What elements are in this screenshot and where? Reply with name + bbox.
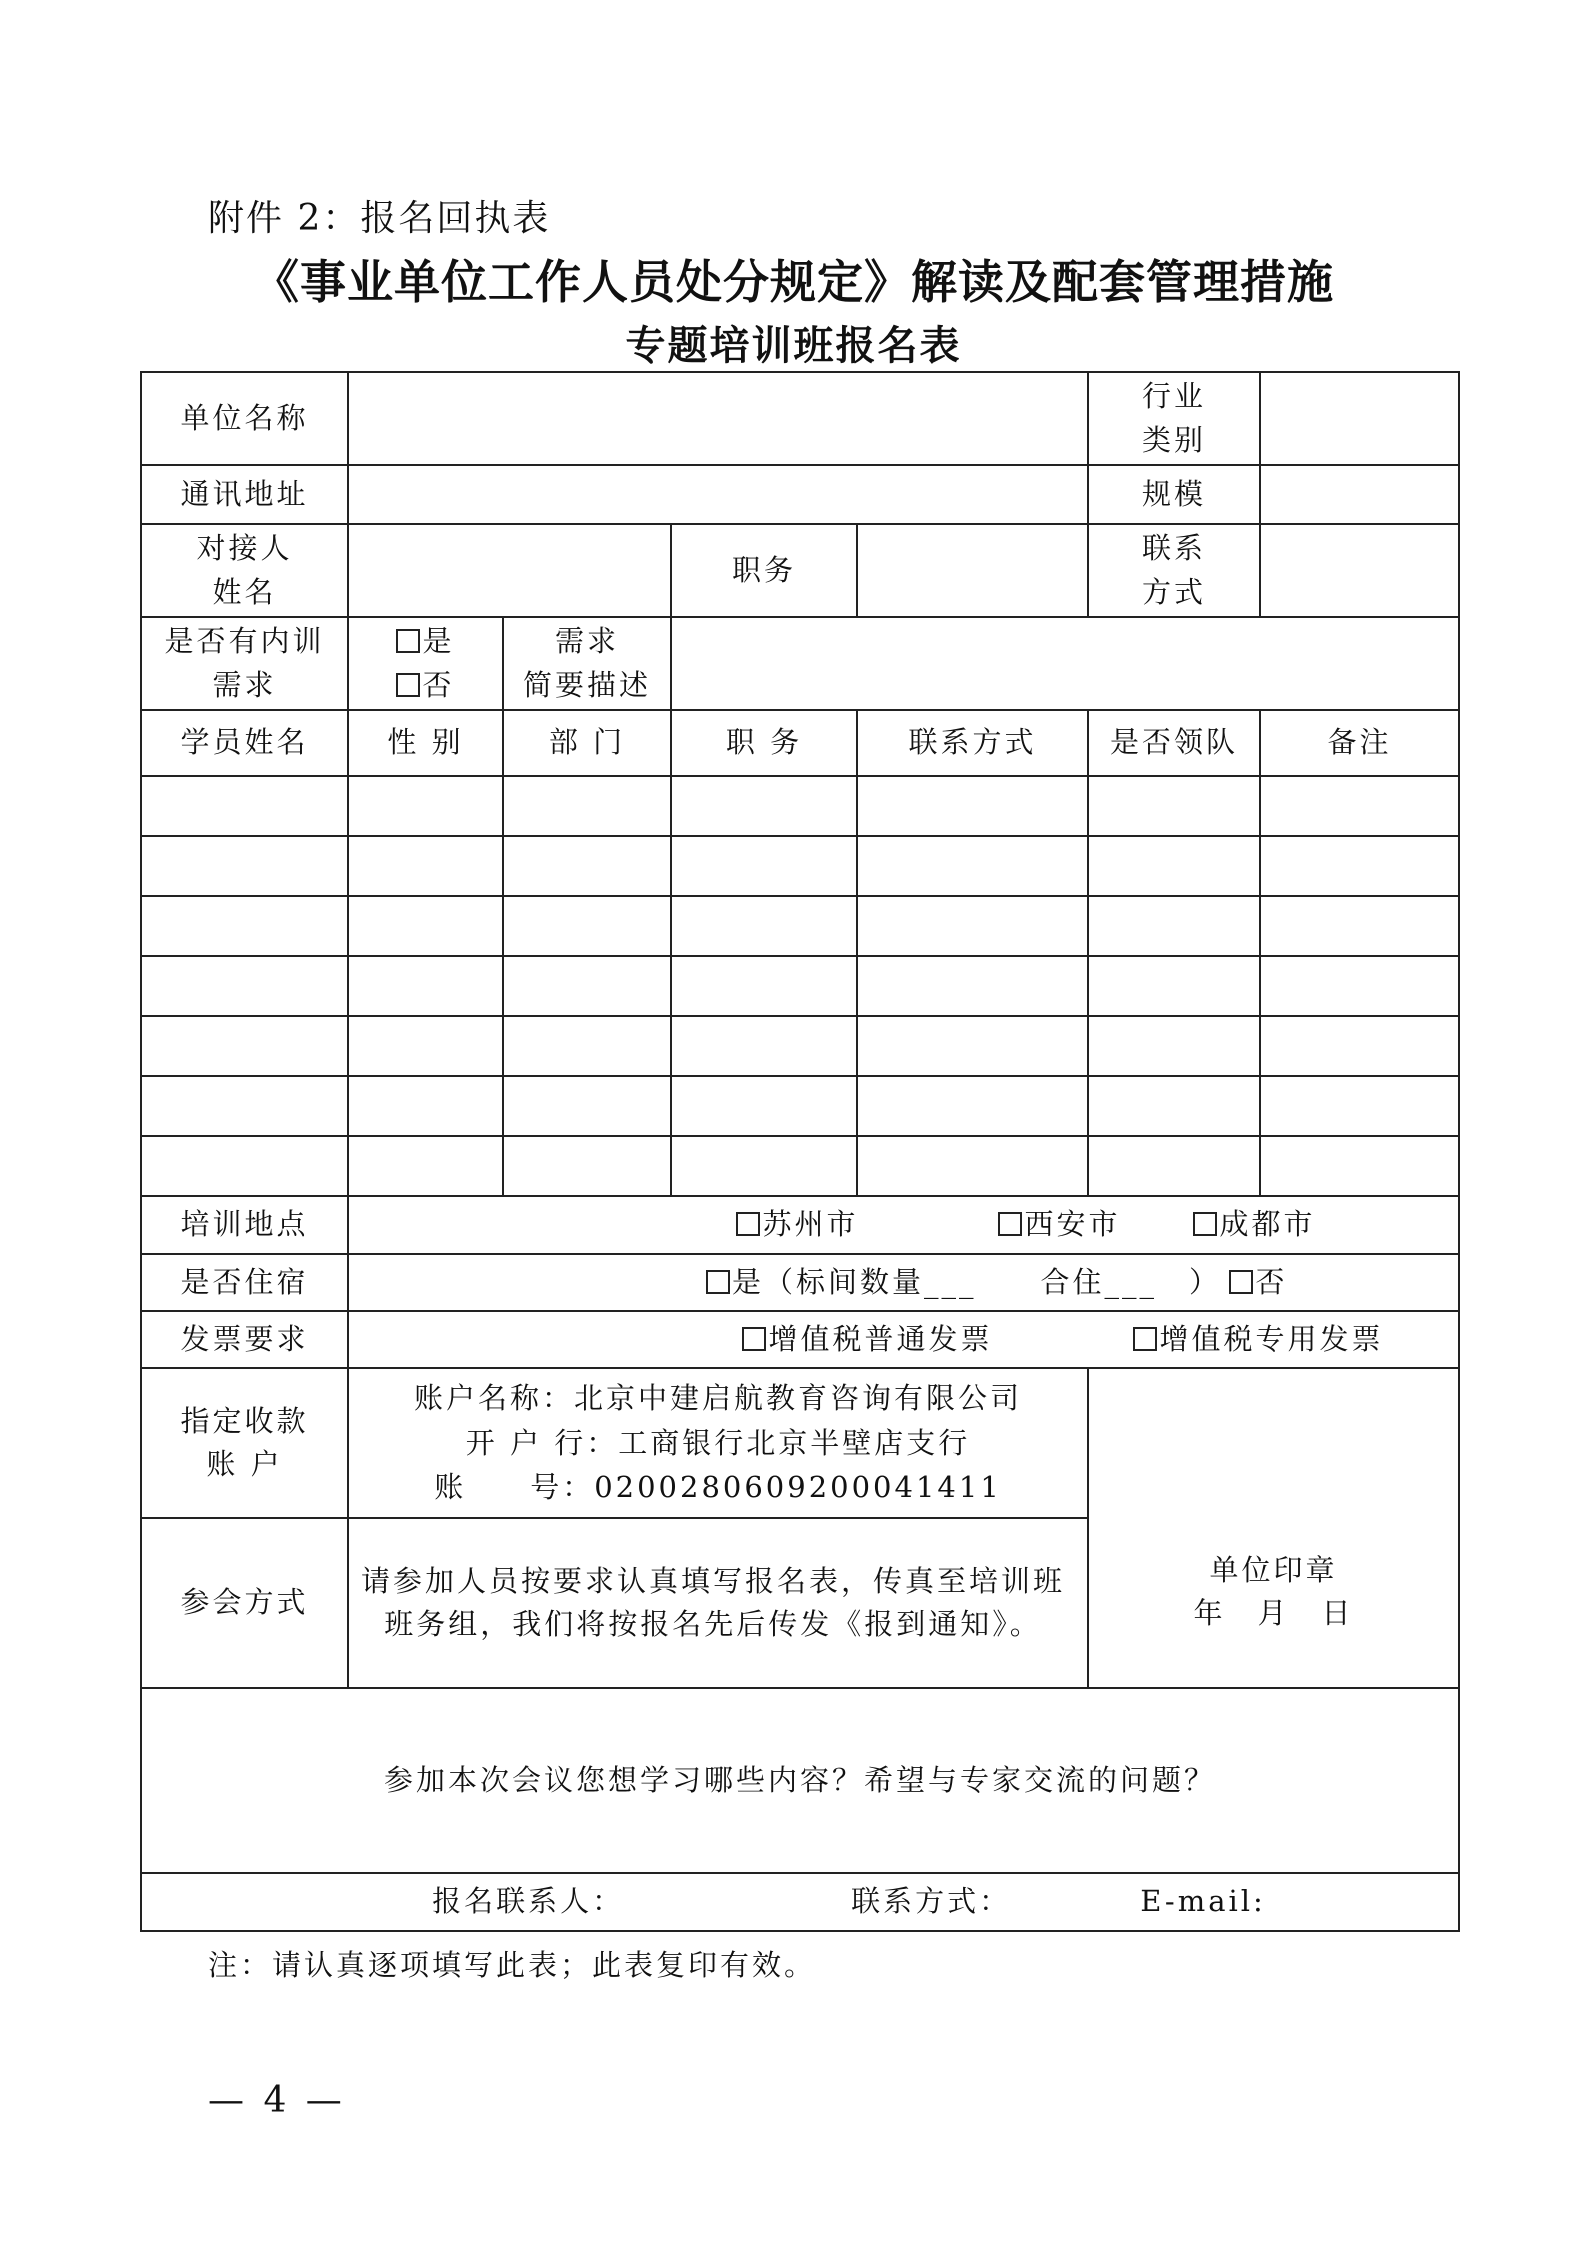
- student-cell[interactable]: [671, 956, 857, 1016]
- student-header: 学员姓名: [141, 710, 348, 776]
- checkbox-icon: [396, 629, 420, 653]
- student-cell[interactable]: [141, 1076, 348, 1136]
- position-input[interactable]: [857, 524, 1088, 617]
- student-cell[interactable]: [1260, 956, 1459, 1016]
- student-cell[interactable]: [141, 836, 348, 896]
- student-cell[interactable]: [348, 956, 503, 1016]
- student-cell[interactable]: [1088, 776, 1260, 836]
- email-label: E-mail:: [1140, 1884, 1266, 1919]
- attachment-label: 附件 2：报名回执表: [208, 198, 551, 239]
- student-cell[interactable]: [671, 1016, 857, 1076]
- student-cell[interactable]: [348, 1136, 503, 1196]
- student-cell[interactable]: [141, 1016, 348, 1076]
- register-contact-label: 报名联系人：: [432, 1884, 625, 1919]
- checkbox-icon: [742, 1327, 766, 1351]
- student-cell[interactable]: [857, 776, 1088, 836]
- location-option-suzhou[interactable]: 苏州市: [669, 1203, 925, 1247]
- student-row: [141, 1076, 1459, 1136]
- seal-area: [1088, 1368, 1459, 1688]
- student-cell[interactable]: [141, 956, 348, 1016]
- no-checkbox[interactable]: 否: [396, 664, 454, 708]
- student-cell[interactable]: [141, 776, 348, 836]
- payee-info: [348, 1368, 1088, 1518]
- location-option-xian[interactable]: 西安市: [925, 1203, 1193, 1247]
- student-cell[interactable]: [671, 836, 857, 896]
- student-row: [141, 776, 1459, 836]
- industry-label: 行业 类别: [1088, 372, 1260, 465]
- student-header: 职 务: [671, 710, 857, 776]
- student-cell[interactable]: [857, 956, 1088, 1016]
- footer-contact-row: [141, 1873, 1459, 1931]
- student-cell[interactable]: [503, 1136, 671, 1196]
- lodging-no-option[interactable]: 否: [1229, 1261, 1287, 1305]
- footnote: 注：请认真逐项填写此表；此表复印有效。: [208, 1948, 817, 1982]
- student-cell[interactable]: [1260, 836, 1459, 896]
- student-cell[interactable]: [348, 1016, 503, 1076]
- account-number: 账 号：0200280609200041411: [434, 1470, 1002, 1505]
- student-cell[interactable]: [671, 896, 857, 956]
- invoice-normal-option[interactable]: 增值税普通发票: [601, 1318, 1133, 1362]
- question-area[interactable]: [141, 1688, 1459, 1873]
- location-label: 培训地点: [141, 1196, 348, 1254]
- student-cell[interactable]: [503, 1076, 671, 1136]
- invoice-options: [348, 1311, 1459, 1368]
- student-cell[interactable]: [141, 896, 348, 956]
- student-cell[interactable]: [1088, 1076, 1260, 1136]
- student-cell[interactable]: [1260, 776, 1459, 836]
- invoice-special-option[interactable]: 增值税专用发票: [1133, 1318, 1383, 1362]
- student-cell[interactable]: [1260, 1016, 1459, 1076]
- student-cell[interactable]: [503, 1016, 671, 1076]
- lodging-label: 是否住宿: [141, 1254, 348, 1311]
- student-row: [141, 1136, 1459, 1196]
- location-options: [348, 1196, 1459, 1254]
- student-cell[interactable]: [503, 836, 671, 896]
- demand-desc-label: 需求 简要描述: [503, 617, 671, 710]
- student-cell[interactable]: [348, 896, 503, 956]
- student-cell[interactable]: [671, 1136, 857, 1196]
- contact-method-label: 联系 方式: [1088, 524, 1260, 617]
- student-cell[interactable]: [1088, 896, 1260, 956]
- checkbox-icon: [1193, 1212, 1217, 1236]
- location-option-chengdu[interactable]: 成都市: [1193, 1203, 1315, 1247]
- checkbox-icon: [396, 673, 420, 697]
- invoice-label: 发票要求: [141, 1311, 348, 1368]
- checkbox-icon: [736, 1212, 760, 1236]
- industry-input[interactable]: [1260, 372, 1459, 465]
- student-cell[interactable]: [503, 776, 671, 836]
- student-cell[interactable]: [671, 776, 857, 836]
- checkbox-icon: [998, 1212, 1022, 1236]
- contact-name-input[interactable]: [348, 524, 671, 617]
- student-cell[interactable]: [1088, 1136, 1260, 1196]
- seal-label: 单位印章: [1209, 1552, 1338, 1587]
- checkbox-icon: [706, 1270, 730, 1294]
- checkbox-icon: [1229, 1270, 1253, 1294]
- student-header: 性 别: [348, 710, 503, 776]
- student-row: [141, 956, 1459, 1016]
- student-header: 备注: [1260, 710, 1459, 776]
- student-cell[interactable]: [348, 836, 503, 896]
- student-cell[interactable]: [348, 1076, 503, 1136]
- student-cell[interactable]: [503, 956, 671, 1016]
- payee-label: 指定收款 账 户: [141, 1368, 348, 1518]
- student-cell[interactable]: [1088, 836, 1260, 896]
- student-cell[interactable]: [1260, 1076, 1459, 1136]
- lodging-yes-option[interactable]: 是（标间数量___ 合住___ ）: [697, 1261, 1229, 1305]
- address-input[interactable]: [348, 465, 1088, 524]
- lodging-options: [348, 1254, 1459, 1311]
- scale-label: 规模: [1088, 465, 1260, 524]
- account-name: 账户名称：北京中建启航教育咨询有限公司: [413, 1380, 1022, 1415]
- student-cell[interactable]: [857, 1076, 1088, 1136]
- student-cell[interactable]: [1260, 1136, 1459, 1196]
- student-cell[interactable]: [857, 1016, 1088, 1076]
- question-text: 参加本次会议您想学习哪些内容？希望与专家交流的问题？: [383, 1762, 1216, 1797]
- student-cell[interactable]: [141, 1136, 348, 1196]
- unit-name-label: 单位名称: [141, 372, 348, 465]
- address-label: 通讯地址: [141, 465, 348, 524]
- checkbox-icon: [1133, 1327, 1157, 1351]
- student-cell[interactable]: [671, 1076, 857, 1136]
- contact-name-label: 对接人 姓名: [141, 524, 348, 617]
- page-number: — 4 —: [208, 2080, 346, 2121]
- student-cell[interactable]: [857, 896, 1088, 956]
- demand-desc-input[interactable]: [671, 617, 1459, 710]
- position-label: 职务: [671, 524, 857, 617]
- form-title-line1: 《事业单位工作人员处分规定》解读及配套管理措施: [253, 255, 1334, 309]
- contact-method-input[interactable]: [1260, 524, 1459, 617]
- student-cell[interactable]: [857, 836, 1088, 896]
- student-header: 是否领队: [1088, 710, 1260, 776]
- student-header-row: [141, 710, 1459, 776]
- participation-text: 请参加人员按要求认真填写报名表，传真至培训班班务组，我们将按报名先后传发《报到通知》。: [348, 1518, 1088, 1688]
- internal-training-label: 是否有内训 需求: [141, 617, 348, 710]
- student-row: [141, 836, 1459, 896]
- student-header: 联系方式: [857, 710, 1088, 776]
- student-cell[interactable]: [857, 1136, 1088, 1196]
- student-cell[interactable]: [1088, 1016, 1260, 1076]
- yes-checkbox[interactable]: 是: [396, 620, 454, 664]
- registration-form: [140, 371, 1460, 1932]
- student-cell[interactable]: [348, 776, 503, 836]
- student-header: 部 门: [503, 710, 671, 776]
- seal-date: 年 月 日: [1193, 1596, 1354, 1630]
- student-row: [141, 1016, 1459, 1076]
- participation-label: 参会方式: [141, 1518, 348, 1688]
- internal-training-options: [348, 617, 503, 710]
- student-cell[interactable]: [503, 896, 671, 956]
- form-title-line2: 专题培训班报名表: [625, 322, 962, 369]
- contact-method-footer: 联系方式：: [851, 1884, 1012, 1919]
- bank-name: 开 户 行：工商银行北京半壁店支行: [465, 1425, 971, 1460]
- unit-name-input[interactable]: [348, 372, 1088, 465]
- student-row: [141, 896, 1459, 956]
- student-cell[interactable]: [1260, 896, 1459, 956]
- student-cell[interactable]: [1088, 956, 1260, 1016]
- scale-input[interactable]: [1260, 465, 1459, 524]
